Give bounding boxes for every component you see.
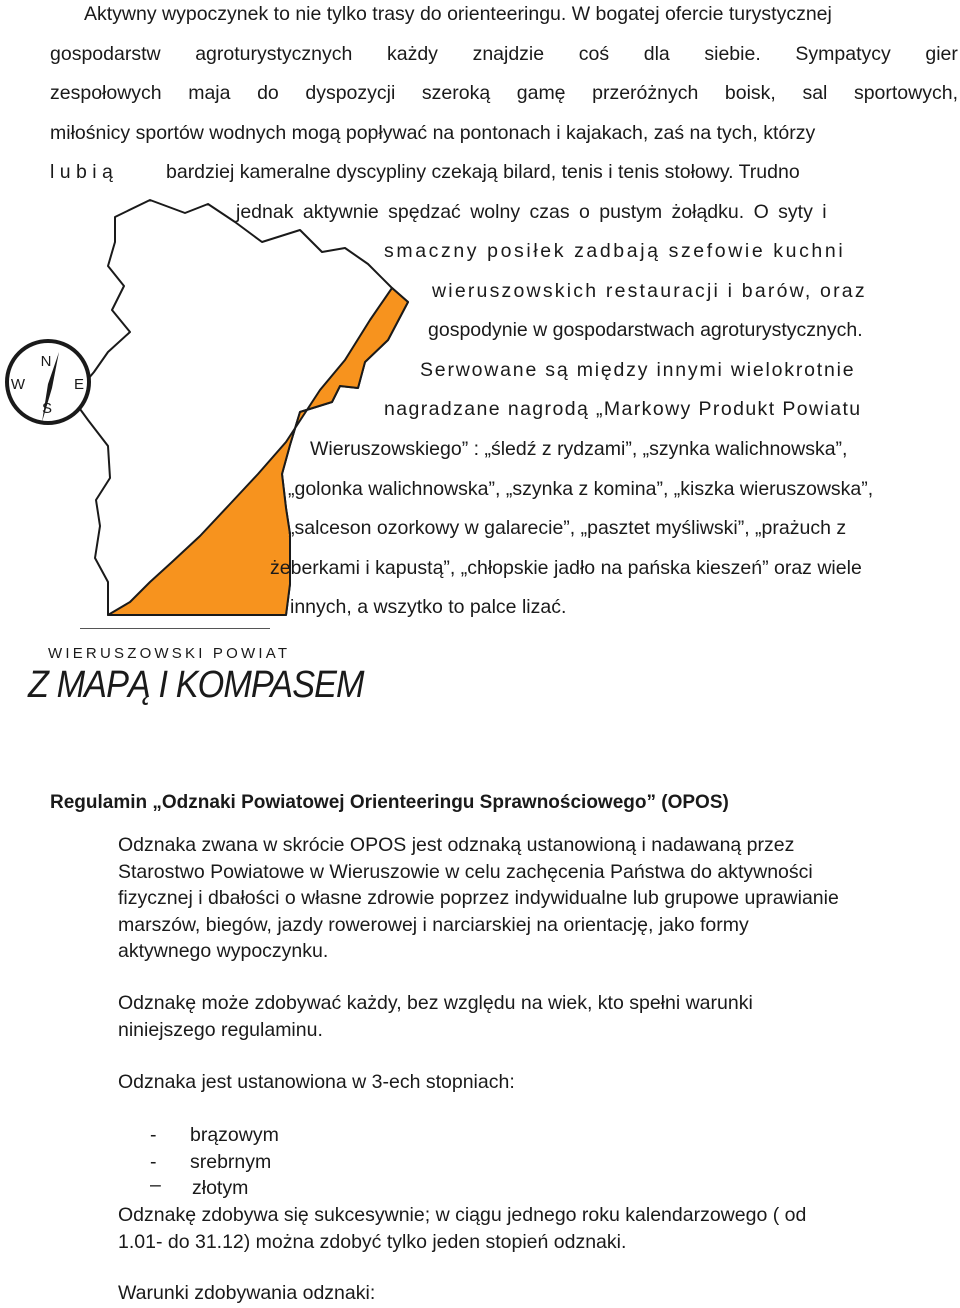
regulamin-p1 <box>118 832 839 965</box>
intro-line-3 <box>50 81 958 105</box>
wrap-line-2: jednak aktywnie spędzać wolny czas o pustym żołądku. O syty i <box>236 201 827 223</box>
word: Sympatycy <box>795 43 891 65</box>
wrap-line-7: nagradzane nagrodą „Markowy Produkt Powiatu <box>384 398 862 420</box>
word: gospodarstw <box>50 43 161 65</box>
word: siebie. <box>704 43 761 65</box>
wrap-line-12: innych, a wszytko to palce lizać. <box>290 596 567 618</box>
word: sportowych, <box>853 82 958 104</box>
regulamin-p2 <box>118 990 753 1043</box>
word: maja <box>188 82 231 104</box>
word: do <box>257 82 279 104</box>
regulamin-p1-line: Odznaka zwana w skrócie OPOS jest odznaką ustanowioną i nadawaną przez <box>118 834 795 856</box>
wrap-line-6: Serwowane są między innymi wielokrotnie <box>420 359 856 381</box>
wrap-line-5: gospodynie w gospodarstwach agroturystycznych. <box>428 319 863 341</box>
logo-rule <box>80 628 270 629</box>
regulamin-p2-line: niniejszego regulaminu. <box>118 1018 323 1041</box>
compass-icon <box>4 338 92 426</box>
level-item: srebrnym <box>190 1151 272 1173</box>
compass-s: S <box>41 400 53 417</box>
intro-line-4: miłośnicy sportów wodnych mogą popływać na pontonach i kajakach, zaś na tych, którzy <box>50 122 816 144</box>
intro-word-lubia: l u b i ą <box>50 161 113 183</box>
brand-logo-text: Z MAPĄ I KOMPASEM <box>28 664 364 706</box>
intro-line-2 <box>50 42 958 66</box>
wrap-line-11: żeberkami i kapustą”, „chłopskie jadło na pańska kieszeń” oraz wiele <box>270 557 862 579</box>
regulamin-p1-line: Starostwo Powiatowe w Wieruszowie w celu zachęcenia Państwa do aktywności <box>118 860 813 883</box>
level-item: brązowym <box>190 1124 279 1146</box>
compass-n: N <box>40 353 52 370</box>
intro-line-1: Aktywny wypoczynek to nie tylko trasy do orienteeringu. W bogatej ofercie turystycznej <box>84 3 832 25</box>
word: sal <box>802 82 828 104</box>
wrap-line-9: „golonka walichnowska”, „szynka z komina”, „kiszka wieruszowska”, <box>288 478 874 500</box>
word: przeróżnych <box>592 82 699 104</box>
word: coś <box>578 43 610 65</box>
regulamin-p2-line: Odznakę może zdobywać każdy, bez względu na wiek, kto spełni warunki <box>118 992 753 1014</box>
wrap-line-8: Wieruszowskiego” : „śledź z rydzami”, „szynka walichnowska”, <box>310 438 848 460</box>
level-item: złotym <box>192 1177 249 1199</box>
regulamin-p5: Warunki zdobywania odznaki: <box>118 1282 376 1304</box>
wrap-line-10: „salceson ozorkowy w galarecie”, „pasztet myśliwski”, „prażuch z <box>288 517 847 539</box>
regulamin-p1-line: marszów, biegów, jazdy rowerowej i narciarskiej na orientację, jako formy <box>118 913 749 936</box>
wrap-line-4: wieruszowskich restauracji i barów, oraz <box>432 280 867 302</box>
word: szeroką <box>421 82 491 104</box>
level-bullet: – <box>150 1174 161 1196</box>
regulamin-title: Regulamin „Odznaki Powiatowej Orienteeringu Sprawnościowego” (OPOS) <box>50 792 729 813</box>
regulamin-p4-line: Odznakę zdobywa się sukcesywnie; w ciągu jednego roku kalendarzowego ( od <box>118 1204 807 1226</box>
word: gier <box>925 43 958 65</box>
wrap-line-1: bardziej kameralne dyscypliny czekają bilard, tenis i tenis stołowy. Trudno <box>166 161 800 183</box>
compass-w: W <box>10 376 26 393</box>
regulamin-p3: Odznaka jest ustanowiona w 3-ech stopniach: <box>118 1071 515 1093</box>
word: znajdzie <box>472 43 545 65</box>
word: zespołowych <box>50 82 162 104</box>
word: dyspozycji <box>305 82 396 104</box>
word: dla <box>643 43 670 65</box>
word: agroturystycznych <box>195 43 353 65</box>
brand-county-name: WIERUSZOWSKI POWIAT <box>48 645 291 662</box>
regulamin-p1-line: fizycznej i dbałości o własne zdrowie poprzez indywidualne lub grupowe uprawianie <box>118 887 839 909</box>
level-bullet: - <box>150 1124 157 1146</box>
word: boisk, <box>724 82 776 104</box>
regulamin-p4 <box>118 1202 806 1255</box>
level-bullet: - <box>150 1151 157 1173</box>
wrap-line-3: smaczny posiłek zadbają szefowie kuchni <box>384 240 846 262</box>
word: gamę <box>516 82 566 104</box>
regulamin-p1-line: aktywnego wypoczynku. <box>118 940 329 962</box>
regulamin-p4-line: 1.01- do 31.12) można zdobyć tylko jeden stopień odznaki. <box>118 1230 627 1253</box>
compass-e: E <box>73 376 85 393</box>
word: każdy <box>386 43 438 65</box>
